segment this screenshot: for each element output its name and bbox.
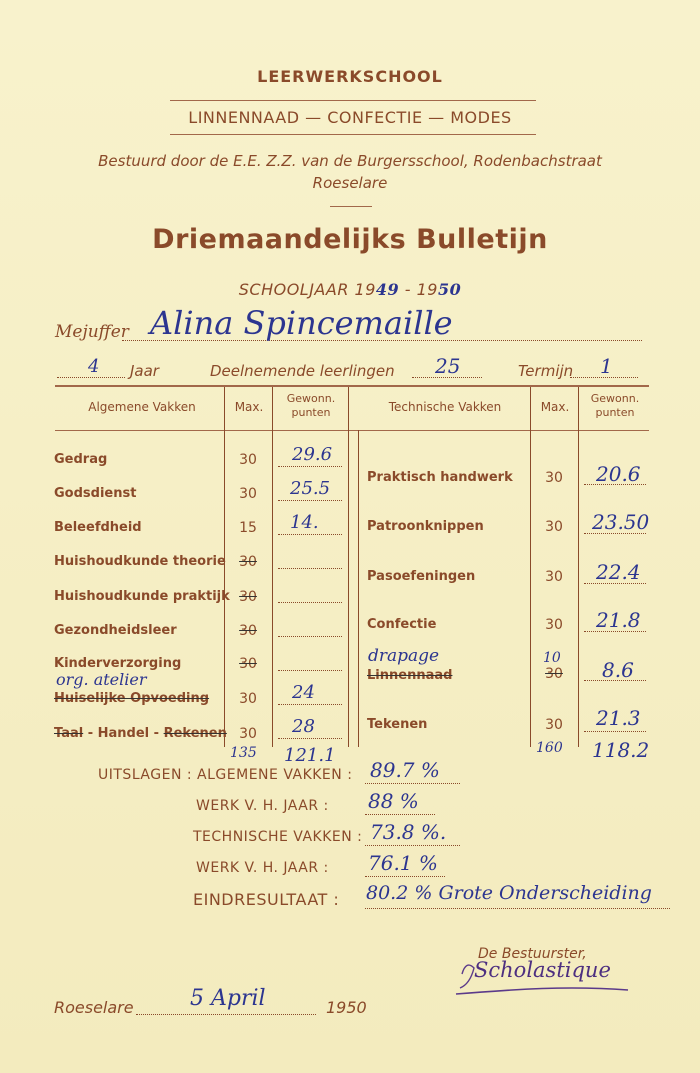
school-subtitle: LINNENNAAD — CONFECTIE — MODES [188, 108, 512, 127]
signature-text: Scholastique [474, 958, 611, 982]
result-line [365, 908, 670, 909]
participants-label: Deelnemende leerlingen [210, 362, 395, 380]
subject-tekenen: Tekenen [367, 717, 428, 732]
score-line [278, 738, 342, 739]
table-head-rule [55, 430, 649, 431]
term-label: Termijn [518, 362, 574, 380]
subject-praktisch-handwerk: Praktisch handwerk [367, 470, 513, 485]
score-tekenen: 21.3 [596, 706, 641, 730]
subject-handel: Taal - Handel - Rekenen [54, 726, 227, 741]
score-godsdienst: 25.5 [290, 478, 331, 499]
max-confectie: 30 [545, 617, 563, 633]
mejuffer-label: Mejuffer [55, 322, 129, 342]
result-year1-label: WERK V. H. JAAR : [196, 798, 329, 814]
footer-year: 1950 [326, 998, 367, 1017]
subject-gezondheidsleer: Gezondheidsleer [54, 623, 177, 638]
result-technical-value: 73.8 %. [370, 820, 447, 844]
divider [330, 206, 372, 207]
technical-total-max: 160 [536, 740, 563, 756]
result-final-label: EINDRESULTAAT : [193, 890, 340, 909]
year-line [57, 377, 125, 378]
result-line [365, 876, 445, 877]
score-org-atelier: 24 [292, 682, 315, 703]
score-line [278, 670, 342, 671]
max-gedrag: 30 [239, 452, 257, 468]
schoolyear [0, 280, 700, 299]
max-huishoudkunde-praktijk: 30 [239, 589, 257, 605]
result-general-value: 89.7 % [370, 758, 440, 782]
subject-kinderverzorging: Kinderverzorging [54, 656, 182, 671]
score-line [278, 704, 342, 705]
divider [170, 100, 536, 101]
result-general-label: UITSLAGEN : ALGEMENE VAKKEN : [98, 767, 353, 783]
head-general: Algemene Vakken [88, 400, 196, 414]
result-technical-label: TECHNISCHE VAKKEN : [193, 829, 363, 845]
result-line [365, 845, 460, 846]
max-linnennaad-old: 30 [545, 666, 563, 682]
head-max-tech: Max. [540, 400, 570, 414]
score-line [278, 466, 342, 467]
max-beleefdheid: 15 [239, 520, 257, 536]
score-line [278, 602, 342, 603]
managed-by: Bestuurd door de E.E. Z.Z. van de Burgersschool, Rodenbachstraat [98, 152, 602, 170]
score-praktisch-handwerk: 20.6 [596, 462, 641, 486]
col-divider [348, 387, 349, 747]
col-divider [358, 430, 359, 747]
score-gedrag: 29.6 [292, 444, 333, 465]
subject-godsdienst: Godsdienst [54, 486, 137, 501]
score-line [278, 534, 342, 535]
col-divider [530, 387, 531, 747]
result-line [365, 814, 435, 815]
participants-count: 25 [435, 354, 461, 378]
result-line [365, 783, 460, 784]
city: Roeselare [312, 174, 388, 192]
schoolyear-label: SCHOOLJAAR 19 [238, 280, 376, 299]
result-year1-value: 88 % [368, 789, 419, 813]
head-points: Gewonn. punten [286, 392, 336, 419]
year-label: Jaar [130, 362, 159, 380]
general-total-max: 135 [230, 745, 257, 761]
score-line [278, 636, 342, 637]
score-pasoefeningen: 22.4 [596, 560, 641, 584]
max-org-atelier: 30 [239, 691, 257, 707]
subject-pasoefeningen: Pasoefeningen [367, 569, 476, 584]
date-line [136, 1014, 316, 1015]
score-beleefdheid: 14. [290, 512, 319, 533]
divider [170, 134, 536, 135]
subject-org-atelier: org. atelier [56, 670, 147, 689]
signature [452, 954, 632, 1004]
max-kinderverzorging: 30 [239, 656, 257, 672]
score-line [584, 731, 646, 732]
max-huishoudkunde-theorie: 30 [239, 554, 257, 570]
technical-total: 118.2 [592, 738, 650, 762]
result-year2-value: 76.1 % [368, 851, 438, 875]
head-points-tech: Gewonn. punten [590, 392, 640, 419]
subject-beleefdheid: Beleefdheid [54, 520, 142, 535]
max-tekenen: 30 [545, 717, 563, 733]
signer-label: De Bestuurster, [478, 946, 587, 962]
student-name: Alina Spincemaille [150, 304, 453, 342]
score-confectie: 21.8 [596, 608, 641, 632]
general-total: 121.1 [284, 745, 336, 766]
footer-place: Roeselare [54, 998, 134, 1017]
term-value: 1 [600, 354, 613, 378]
result-final-value: 80.2 % Grote Onderscheiding [366, 882, 652, 904]
subject-huiselijke-opvoeding: Huiselijke Opvoeding [54, 691, 210, 706]
col-divider [272, 387, 273, 747]
subject-linnennaad: Linnennaad [367, 668, 453, 683]
table-top-rule [55, 385, 649, 387]
col-divider [578, 387, 579, 747]
max-gezondheidsleer: 30 [239, 623, 257, 639]
max-godsdienst: 30 [239, 486, 257, 502]
result-year2-label: WERK V. H. JAAR : [196, 860, 329, 876]
max-patroonknippen: 30 [545, 519, 563, 535]
subject-patroonknippen: Patroonknippen [367, 519, 484, 534]
subject-gedrag: Gedrag [54, 452, 108, 467]
max-pasoefeningen: 30 [545, 569, 563, 585]
schoolyear-a: 49 [375, 280, 400, 299]
subject-drapage: drapage [368, 646, 440, 666]
school-name: LEERWERKSCHOOL [257, 67, 443, 86]
footer-date: 5 April [190, 986, 266, 1011]
subject-confectie: Confectie [367, 617, 437, 632]
score-line [278, 500, 342, 501]
head-max: Max. [234, 400, 264, 414]
score-patroonknippen: 23.50 [592, 510, 650, 534]
document-title: Driemaandelijks Bulletijn [152, 224, 548, 255]
subject-huishoudkunde-praktijk: Huishoudkunde praktijk [54, 589, 230, 604]
schoolyear-b: 50 [437, 280, 462, 299]
max-drapage-new: 10 [543, 650, 561, 666]
head-technical: Technische Vakken [388, 400, 502, 414]
max-handel: 30 [239, 726, 257, 742]
score-drapage: 8.6 [602, 658, 634, 682]
schoolyear-sep: - 19 [404, 280, 438, 299]
score-line [278, 568, 342, 569]
max-praktisch-handwerk: 30 [545, 470, 563, 486]
score-handel: 28 [292, 716, 315, 737]
student-year: 4 [88, 356, 100, 377]
subject-huishoudkunde-theorie: Huishoudkunde theorie [54, 554, 226, 569]
